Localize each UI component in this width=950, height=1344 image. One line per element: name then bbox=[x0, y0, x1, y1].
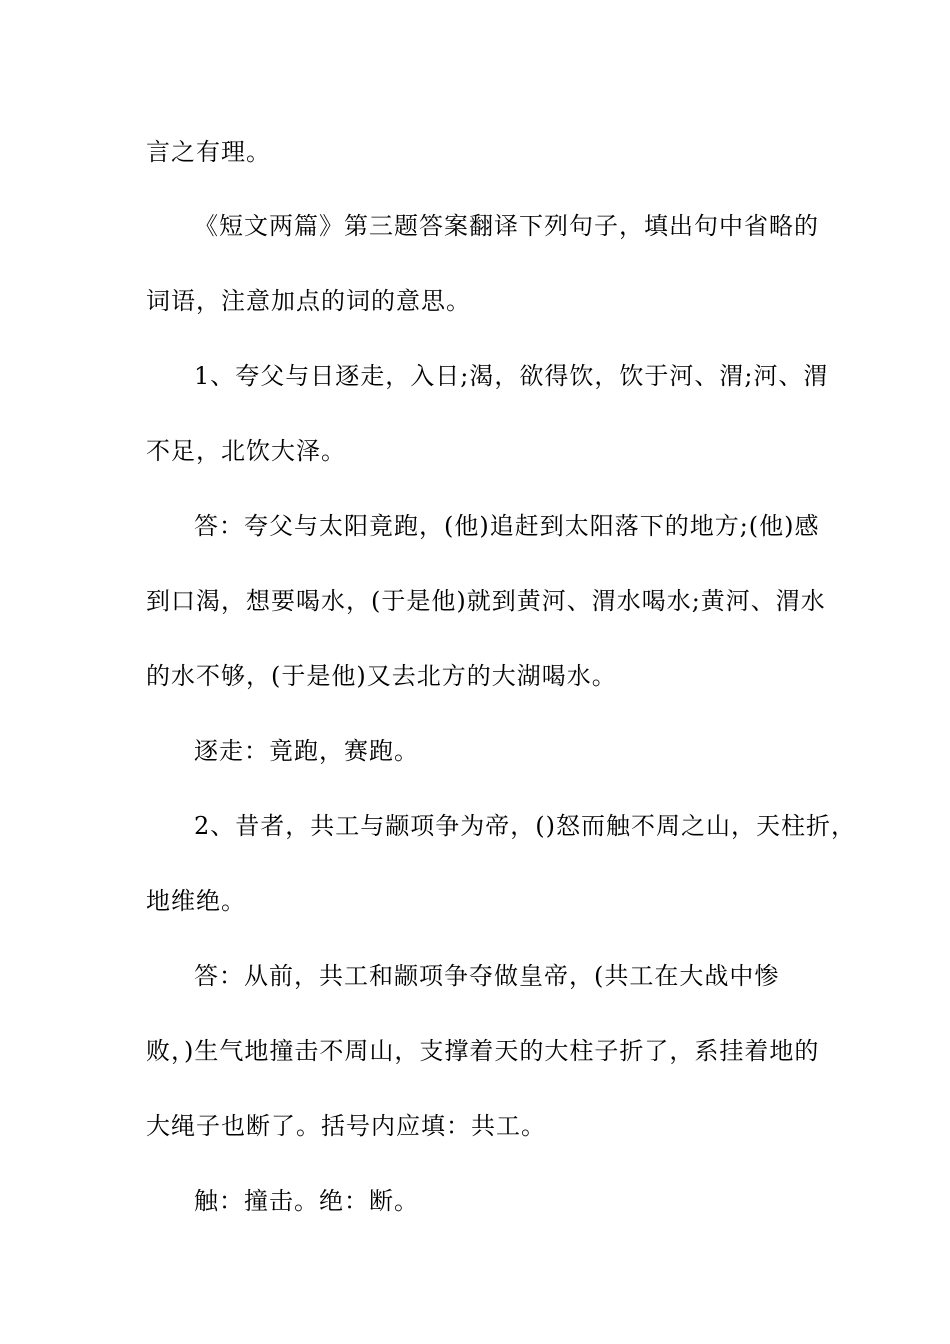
answer-2-line: 答：从前，共工和颛项争夺做皇帝，(共工在大战中惨 bbox=[194, 962, 780, 990]
question-2-line: 2、昔者，共工与颛项争为帝，()怒而触不周之山，天柱折， bbox=[194, 812, 856, 840]
text-line: 大绳子也断了。括号内应填：共工。 bbox=[146, 1112, 546, 1140]
text-line: 词语，注意加点的词的意思。 bbox=[146, 287, 471, 315]
text-line: 败，)生气地撞击不周山，支撑着天的大柱子折了，系挂着地的 bbox=[146, 1037, 820, 1065]
question-1-line: 1、夸父与日逐走，入日;渴，欲得饮，饮于河、渭;河、渭 bbox=[194, 362, 829, 390]
text-line: 到口渴，想要喝水，(于是他)就到黄河、渭水喝水;黄河、渭水 bbox=[146, 587, 826, 615]
text-line: 不足，北饮大泽。 bbox=[146, 437, 346, 465]
answer-1-line: 答：夸父与太阳竟跑，(他)追赶到太阳落下的地方;(他)感 bbox=[194, 512, 820, 540]
definition-line: 触：撞击。绝：断。 bbox=[194, 1187, 419, 1215]
text-line: 的水不够，(于是他)又去北方的大湖喝水。 bbox=[146, 662, 617, 690]
text-line: 言之有理。 bbox=[146, 138, 271, 166]
text-line: 地维绝。 bbox=[146, 887, 246, 915]
paragraph-heading-line: 《短文两篇》第三题答案翻译下列句子，填出句中省略的 bbox=[194, 212, 819, 240]
definition-line: 逐走：竟跑，赛跑。 bbox=[194, 737, 419, 765]
